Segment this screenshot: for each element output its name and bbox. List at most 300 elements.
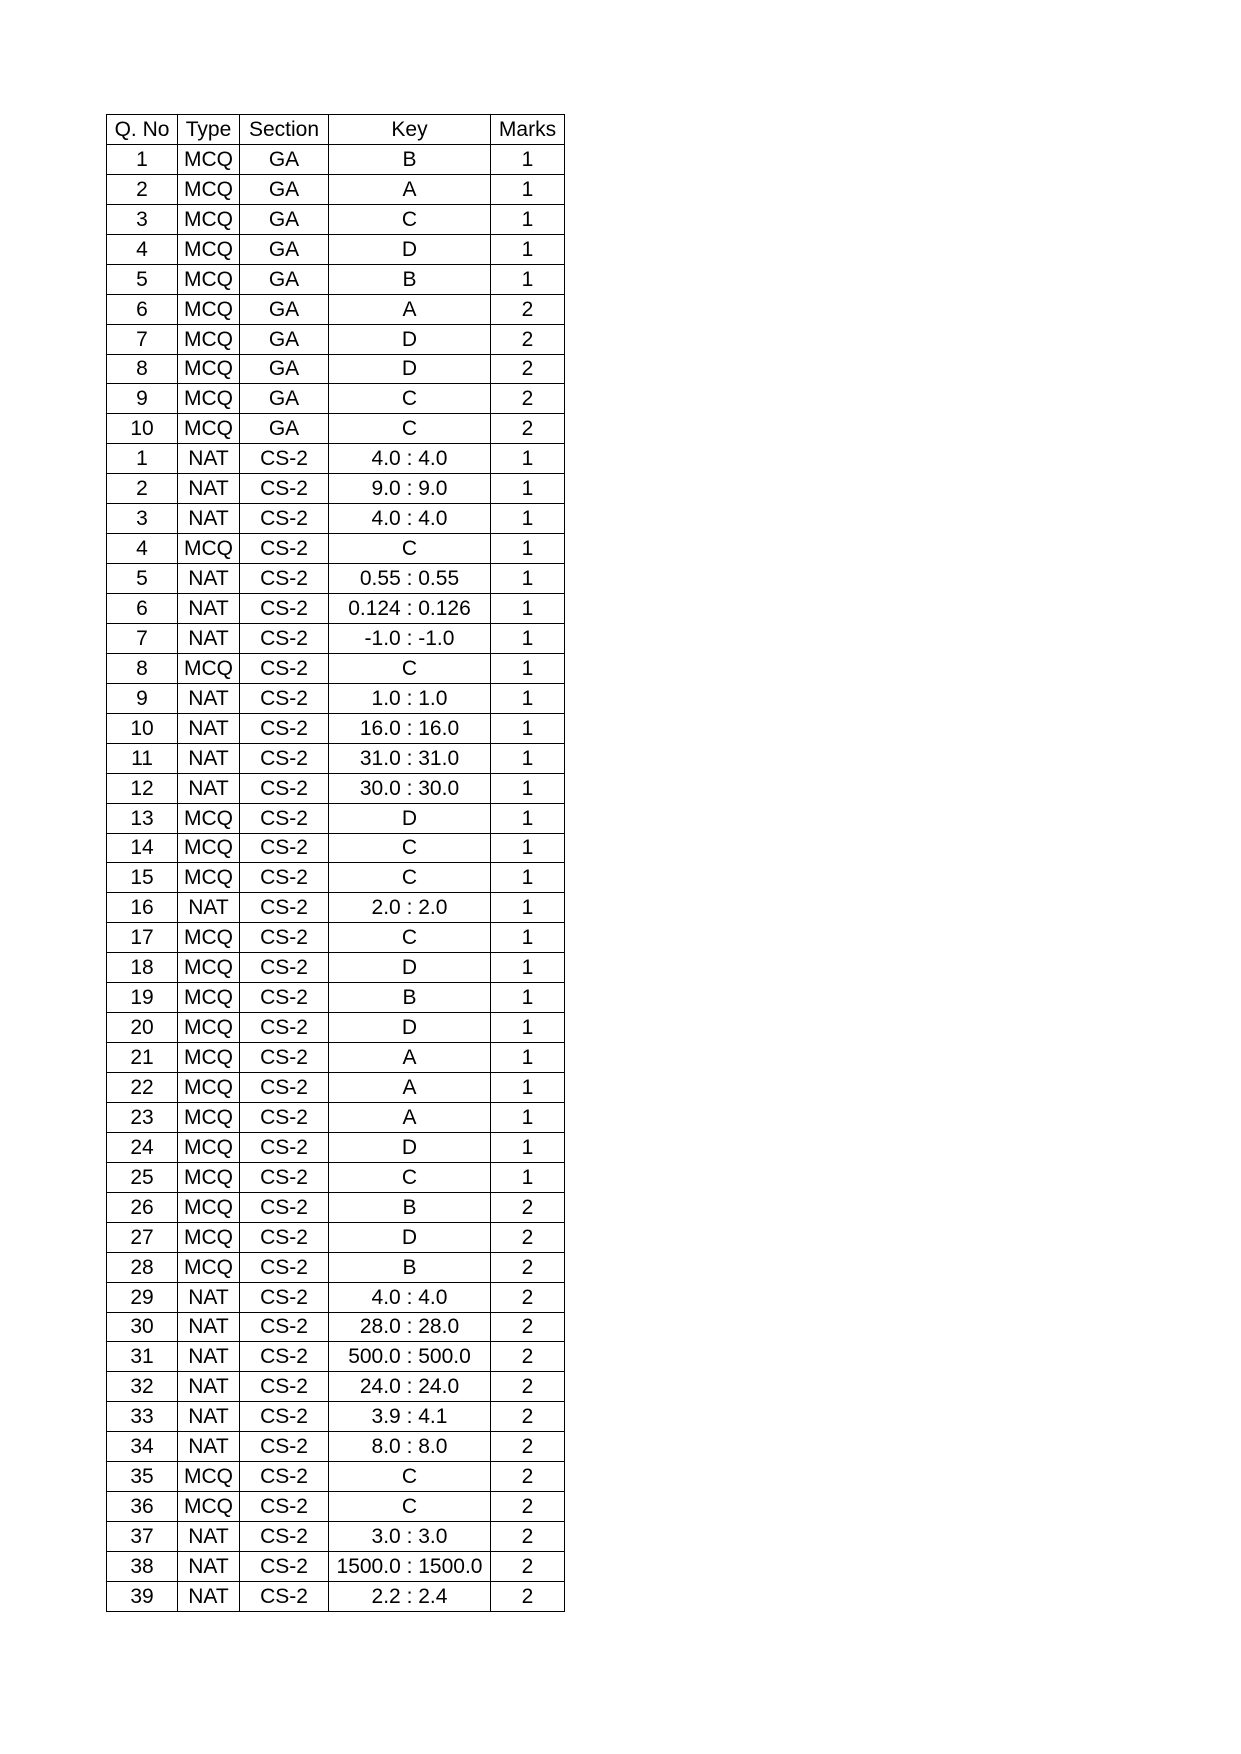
cell-marks: 1: [491, 234, 565, 264]
cell-key: C: [329, 204, 491, 234]
cell-q-no: 7: [107, 623, 178, 653]
cell-key: 24.0 : 24.0: [329, 1372, 491, 1402]
cell-key: D: [329, 234, 491, 264]
header-key: Key: [329, 115, 491, 145]
cell-key: 9.0 : 9.0: [329, 474, 491, 504]
cell-type: NAT: [178, 594, 240, 624]
cell-section: CS-2: [240, 1132, 329, 1162]
cell-q-no: 8: [107, 653, 178, 683]
cell-section: GA: [240, 324, 329, 354]
cell-marks: 1: [491, 863, 565, 893]
cell-type: MCQ: [178, 1462, 240, 1492]
cell-marks: 1: [491, 953, 565, 983]
cell-type: NAT: [178, 1432, 240, 1462]
cell-type: MCQ: [178, 264, 240, 294]
cell-key: D: [329, 354, 491, 384]
cell-type: MCQ: [178, 294, 240, 324]
cell-type: MCQ: [178, 1132, 240, 1162]
cell-type: NAT: [178, 1552, 240, 1582]
cell-section: CS-2: [240, 713, 329, 743]
cell-marks: 2: [491, 1492, 565, 1522]
cell-marks: 2: [491, 1342, 565, 1372]
cell-marks: 1: [491, 983, 565, 1013]
table-row: [107, 324, 565, 354]
cell-marks: 1: [491, 204, 565, 234]
cell-marks: 1: [491, 444, 565, 474]
cell-marks: 1: [491, 1043, 565, 1073]
cell-q-no: 2: [107, 174, 178, 204]
cell-section: CS-2: [240, 444, 329, 474]
cell-q-no: 9: [107, 384, 178, 414]
cell-q-no: 25: [107, 1162, 178, 1192]
cell-marks: 1: [491, 144, 565, 174]
table-row: [107, 683, 565, 713]
cell-key: 16.0 : 16.0: [329, 713, 491, 743]
cell-section: GA: [240, 174, 329, 204]
table-row: [107, 1252, 565, 1282]
table-header: [107, 115, 565, 145]
cell-section: GA: [240, 264, 329, 294]
table-row: [107, 1282, 565, 1312]
cell-q-no: 6: [107, 294, 178, 324]
header-marks: Marks: [491, 115, 565, 145]
table-row: [107, 833, 565, 863]
cell-q-no: 34: [107, 1432, 178, 1462]
cell-key: 3.9 : 4.1: [329, 1402, 491, 1432]
cell-marks: 1: [491, 1102, 565, 1132]
cell-section: CS-2: [240, 863, 329, 893]
cell-section: CS-2: [240, 1462, 329, 1492]
cell-q-no: 3: [107, 504, 178, 534]
table-row: [107, 1492, 565, 1522]
cell-type: MCQ: [178, 354, 240, 384]
table-row: [107, 534, 565, 564]
cell-key: C: [329, 1462, 491, 1492]
table-row: [107, 294, 565, 324]
cell-type: MCQ: [178, 653, 240, 683]
cell-marks: 1: [491, 773, 565, 803]
cell-marks: 2: [491, 1372, 565, 1402]
cell-key: B: [329, 983, 491, 1013]
cell-key: 0.124 : 0.126: [329, 594, 491, 624]
cell-key: C: [329, 1162, 491, 1192]
table-row: [107, 384, 565, 414]
cell-section: CS-2: [240, 1342, 329, 1372]
cell-key: B: [329, 144, 491, 174]
cell-q-no: 7: [107, 324, 178, 354]
cell-q-no: 17: [107, 923, 178, 953]
header-q-no: Q. No: [107, 115, 178, 145]
cell-section: CS-2: [240, 1581, 329, 1611]
cell-key: D: [329, 1132, 491, 1162]
table-row: [107, 1342, 565, 1372]
cell-q-no: 36: [107, 1492, 178, 1522]
table-row: [107, 953, 565, 983]
cell-marks: 1: [491, 1162, 565, 1192]
cell-key: 28.0 : 28.0: [329, 1312, 491, 1342]
cell-key: B: [329, 264, 491, 294]
cell-section: CS-2: [240, 683, 329, 713]
cell-marks: 2: [491, 1192, 565, 1222]
cell-key: 31.0 : 31.0: [329, 743, 491, 773]
table-row: [107, 264, 565, 294]
cell-type: NAT: [178, 474, 240, 504]
cell-q-no: 37: [107, 1522, 178, 1552]
cell-q-no: 21: [107, 1043, 178, 1073]
cell-key: C: [329, 534, 491, 564]
cell-marks: 2: [491, 294, 565, 324]
cell-section: CS-2: [240, 953, 329, 983]
cell-key: A: [329, 1102, 491, 1132]
table-row: [107, 773, 565, 803]
cell-section: CS-2: [240, 983, 329, 1013]
cell-marks: 1: [491, 893, 565, 923]
cell-section: CS-2: [240, 1522, 329, 1552]
cell-section: GA: [240, 354, 329, 384]
table-row: [107, 1462, 565, 1492]
cell-q-no: 16: [107, 893, 178, 923]
cell-q-no: 30: [107, 1312, 178, 1342]
table-row: [107, 354, 565, 384]
table-row: [107, 1372, 565, 1402]
cell-q-no: 24: [107, 1132, 178, 1162]
cell-section: CS-2: [240, 504, 329, 534]
table-row: [107, 653, 565, 683]
cell-type: MCQ: [178, 1222, 240, 1252]
cell-q-no: 31: [107, 1342, 178, 1372]
table-row: [107, 1222, 565, 1252]
cell-type: MCQ: [178, 1043, 240, 1073]
cell-q-no: 10: [107, 713, 178, 743]
cell-section: CS-2: [240, 594, 329, 624]
cell-q-no: 38: [107, 1552, 178, 1582]
cell-q-no: 11: [107, 743, 178, 773]
cell-q-no: 1: [107, 144, 178, 174]
cell-section: CS-2: [240, 1432, 329, 1462]
cell-type: MCQ: [178, 174, 240, 204]
cell-type: MCQ: [178, 1192, 240, 1222]
cell-type: NAT: [178, 743, 240, 773]
header-row: [107, 115, 565, 145]
cell-key: B: [329, 1192, 491, 1222]
cell-section: GA: [240, 414, 329, 444]
cell-section: GA: [240, 234, 329, 264]
table-row: [107, 504, 565, 534]
cell-q-no: 27: [107, 1222, 178, 1252]
cell-q-no: 6: [107, 594, 178, 624]
cell-type: MCQ: [178, 144, 240, 174]
cell-key: C: [329, 384, 491, 414]
cell-q-no: 8: [107, 354, 178, 384]
table-row: [107, 594, 565, 624]
cell-type: NAT: [178, 1402, 240, 1432]
cell-section: CS-2: [240, 1013, 329, 1043]
cell-q-no: 22: [107, 1073, 178, 1103]
cell-type: MCQ: [178, 1073, 240, 1103]
cell-marks: 1: [491, 594, 565, 624]
cell-q-no: 9: [107, 683, 178, 713]
cell-section: CS-2: [240, 534, 329, 564]
table-row: [107, 923, 565, 953]
cell-section: CS-2: [240, 1073, 329, 1103]
cell-marks: 2: [491, 1462, 565, 1492]
cell-type: MCQ: [178, 324, 240, 354]
table-row: [107, 474, 565, 504]
cell-type: NAT: [178, 713, 240, 743]
cell-key: A: [329, 1073, 491, 1103]
table-row: [107, 863, 565, 893]
cell-q-no: 18: [107, 953, 178, 983]
cell-section: CS-2: [240, 623, 329, 653]
cell-marks: 1: [491, 833, 565, 863]
cell-key: D: [329, 1222, 491, 1252]
table-row: [107, 174, 565, 204]
table-body: [107, 144, 565, 1611]
cell-key: 1.0 : 1.0: [329, 683, 491, 713]
table-row: [107, 1043, 565, 1073]
cell-type: NAT: [178, 623, 240, 653]
cell-q-no: 4: [107, 534, 178, 564]
cell-q-no: 14: [107, 833, 178, 863]
cell-type: NAT: [178, 444, 240, 474]
cell-section: CS-2: [240, 773, 329, 803]
cell-marks: 1: [491, 923, 565, 953]
cell-key: C: [329, 923, 491, 953]
cell-type: MCQ: [178, 953, 240, 983]
cell-q-no: 13: [107, 803, 178, 833]
cell-marks: 2: [491, 1522, 565, 1552]
cell-marks: 1: [491, 623, 565, 653]
cell-type: MCQ: [178, 384, 240, 414]
cell-q-no: 2: [107, 474, 178, 504]
cell-q-no: 4: [107, 234, 178, 264]
cell-marks: 1: [491, 653, 565, 683]
cell-marks: 1: [491, 264, 565, 294]
cell-type: NAT: [178, 1282, 240, 1312]
cell-marks: 2: [491, 1252, 565, 1282]
table-row: [107, 144, 565, 174]
cell-type: NAT: [178, 564, 240, 594]
cell-marks: 1: [491, 743, 565, 773]
cell-type: NAT: [178, 1581, 240, 1611]
cell-key: 2.0 : 2.0: [329, 893, 491, 923]
table-row: [107, 1013, 565, 1043]
cell-type: MCQ: [178, 923, 240, 953]
cell-key: D: [329, 953, 491, 983]
cell-section: CS-2: [240, 1492, 329, 1522]
table-row: [107, 234, 565, 264]
cell-type: MCQ: [178, 204, 240, 234]
cell-q-no: 15: [107, 863, 178, 893]
cell-key: 0.55 : 0.55: [329, 564, 491, 594]
table-row: [107, 713, 565, 743]
cell-section: CS-2: [240, 1312, 329, 1342]
table-row: [107, 1132, 565, 1162]
table-row: [107, 1192, 565, 1222]
table-row: [107, 1402, 565, 1432]
cell-section: CS-2: [240, 474, 329, 504]
cell-section: CS-2: [240, 893, 329, 923]
cell-marks: 2: [491, 354, 565, 384]
cell-key: A: [329, 1043, 491, 1073]
cell-key: 500.0 : 500.0: [329, 1342, 491, 1372]
table-row: [107, 564, 565, 594]
table-row: [107, 803, 565, 833]
cell-type: NAT: [178, 1312, 240, 1342]
cell-section: GA: [240, 204, 329, 234]
cell-section: GA: [240, 144, 329, 174]
cell-q-no: 35: [107, 1462, 178, 1492]
cell-type: MCQ: [178, 1102, 240, 1132]
cell-key: C: [329, 653, 491, 683]
cell-section: CS-2: [240, 653, 329, 683]
cell-section: GA: [240, 384, 329, 414]
cell-section: CS-2: [240, 743, 329, 773]
cell-q-no: 33: [107, 1402, 178, 1432]
cell-marks: 2: [491, 384, 565, 414]
cell-section: CS-2: [240, 1552, 329, 1582]
cell-key: -1.0 : -1.0: [329, 623, 491, 653]
cell-key: 2.2 : 2.4: [329, 1581, 491, 1611]
cell-key: 4.0 : 4.0: [329, 1282, 491, 1312]
cell-section: CS-2: [240, 1222, 329, 1252]
cell-type: NAT: [178, 1342, 240, 1372]
cell-marks: 1: [491, 564, 565, 594]
cell-key: C: [329, 1492, 491, 1522]
cell-marks: 1: [491, 474, 565, 504]
cell-section: CS-2: [240, 833, 329, 863]
answer-key-table: [106, 114, 565, 1612]
cell-marks: 1: [491, 803, 565, 833]
cell-marks: 2: [491, 1402, 565, 1432]
cell-type: MCQ: [178, 234, 240, 264]
table-row: [107, 1073, 565, 1103]
cell-section: CS-2: [240, 1402, 329, 1432]
cell-type: NAT: [178, 773, 240, 803]
cell-marks: 1: [491, 1132, 565, 1162]
table-row: [107, 414, 565, 444]
table-row: [107, 1102, 565, 1132]
cell-q-no: 28: [107, 1252, 178, 1282]
cell-type: MCQ: [178, 414, 240, 444]
table-row: [107, 1162, 565, 1192]
cell-key: 4.0 : 4.0: [329, 444, 491, 474]
cell-key: C: [329, 833, 491, 863]
cell-key: A: [329, 294, 491, 324]
table-row: [107, 1581, 565, 1611]
cell-marks: 2: [491, 1432, 565, 1462]
cell-marks: 2: [491, 1312, 565, 1342]
cell-marks: 1: [491, 174, 565, 204]
cell-section: CS-2: [240, 803, 329, 833]
cell-q-no: 26: [107, 1192, 178, 1222]
cell-q-no: 20: [107, 1013, 178, 1043]
table-row: [107, 1522, 565, 1552]
table-row: [107, 623, 565, 653]
cell-marks: 2: [491, 1222, 565, 1252]
cell-key: C: [329, 863, 491, 893]
cell-key: D: [329, 324, 491, 354]
cell-marks: 2: [491, 414, 565, 444]
cell-key: D: [329, 1013, 491, 1043]
cell-q-no: 39: [107, 1581, 178, 1611]
cell-section: CS-2: [240, 923, 329, 953]
cell-section: CS-2: [240, 1043, 329, 1073]
cell-q-no: 12: [107, 773, 178, 803]
cell-section: GA: [240, 294, 329, 324]
cell-type: MCQ: [178, 1013, 240, 1043]
cell-type: MCQ: [178, 534, 240, 564]
cell-marks: 2: [491, 1282, 565, 1312]
cell-key: 1500.0 : 1500.0: [329, 1552, 491, 1582]
header-section: Section: [240, 115, 329, 145]
table-row: [107, 983, 565, 1013]
table-row: [107, 1312, 565, 1342]
cell-type: NAT: [178, 504, 240, 534]
cell-type: MCQ: [178, 983, 240, 1013]
cell-type: MCQ: [178, 863, 240, 893]
cell-key: A: [329, 174, 491, 204]
cell-marks: 1: [491, 1073, 565, 1103]
cell-section: CS-2: [240, 1282, 329, 1312]
cell-type: MCQ: [178, 1162, 240, 1192]
cell-q-no: 19: [107, 983, 178, 1013]
cell-section: CS-2: [240, 1372, 329, 1402]
cell-marks: 2: [491, 324, 565, 354]
cell-marks: 2: [491, 1552, 565, 1582]
cell-key: 30.0 : 30.0: [329, 773, 491, 803]
cell-section: CS-2: [240, 1102, 329, 1132]
cell-q-no: 5: [107, 264, 178, 294]
cell-key: 4.0 : 4.0: [329, 504, 491, 534]
cell-marks: 2: [491, 1581, 565, 1611]
cell-section: CS-2: [240, 1252, 329, 1282]
cell-type: NAT: [178, 1372, 240, 1402]
cell-section: CS-2: [240, 1192, 329, 1222]
cell-type: NAT: [178, 893, 240, 923]
cell-marks: 1: [491, 713, 565, 743]
cell-key: B: [329, 1252, 491, 1282]
cell-q-no: 10: [107, 414, 178, 444]
cell-q-no: 32: [107, 1372, 178, 1402]
cell-type: NAT: [178, 683, 240, 713]
cell-q-no: 23: [107, 1102, 178, 1132]
cell-q-no: 5: [107, 564, 178, 594]
cell-q-no: 1: [107, 444, 178, 474]
cell-marks: 1: [491, 683, 565, 713]
cell-key: D: [329, 803, 491, 833]
cell-type: MCQ: [178, 833, 240, 863]
cell-q-no: 3: [107, 204, 178, 234]
cell-section: CS-2: [240, 1162, 329, 1192]
cell-key: C: [329, 414, 491, 444]
table-row: [107, 743, 565, 773]
cell-type: MCQ: [178, 803, 240, 833]
cell-type: MCQ: [178, 1492, 240, 1522]
cell-type: MCQ: [178, 1252, 240, 1282]
cell-key: 3.0 : 3.0: [329, 1522, 491, 1552]
cell-marks: 1: [491, 504, 565, 534]
table-row: [107, 893, 565, 923]
cell-type: NAT: [178, 1522, 240, 1552]
cell-marks: 1: [491, 1013, 565, 1043]
table-row: [107, 204, 565, 234]
table-row: [107, 1432, 565, 1462]
cell-section: CS-2: [240, 564, 329, 594]
cell-q-no: 29: [107, 1282, 178, 1312]
cell-key: 8.0 : 8.0: [329, 1432, 491, 1462]
cell-marks: 1: [491, 534, 565, 564]
